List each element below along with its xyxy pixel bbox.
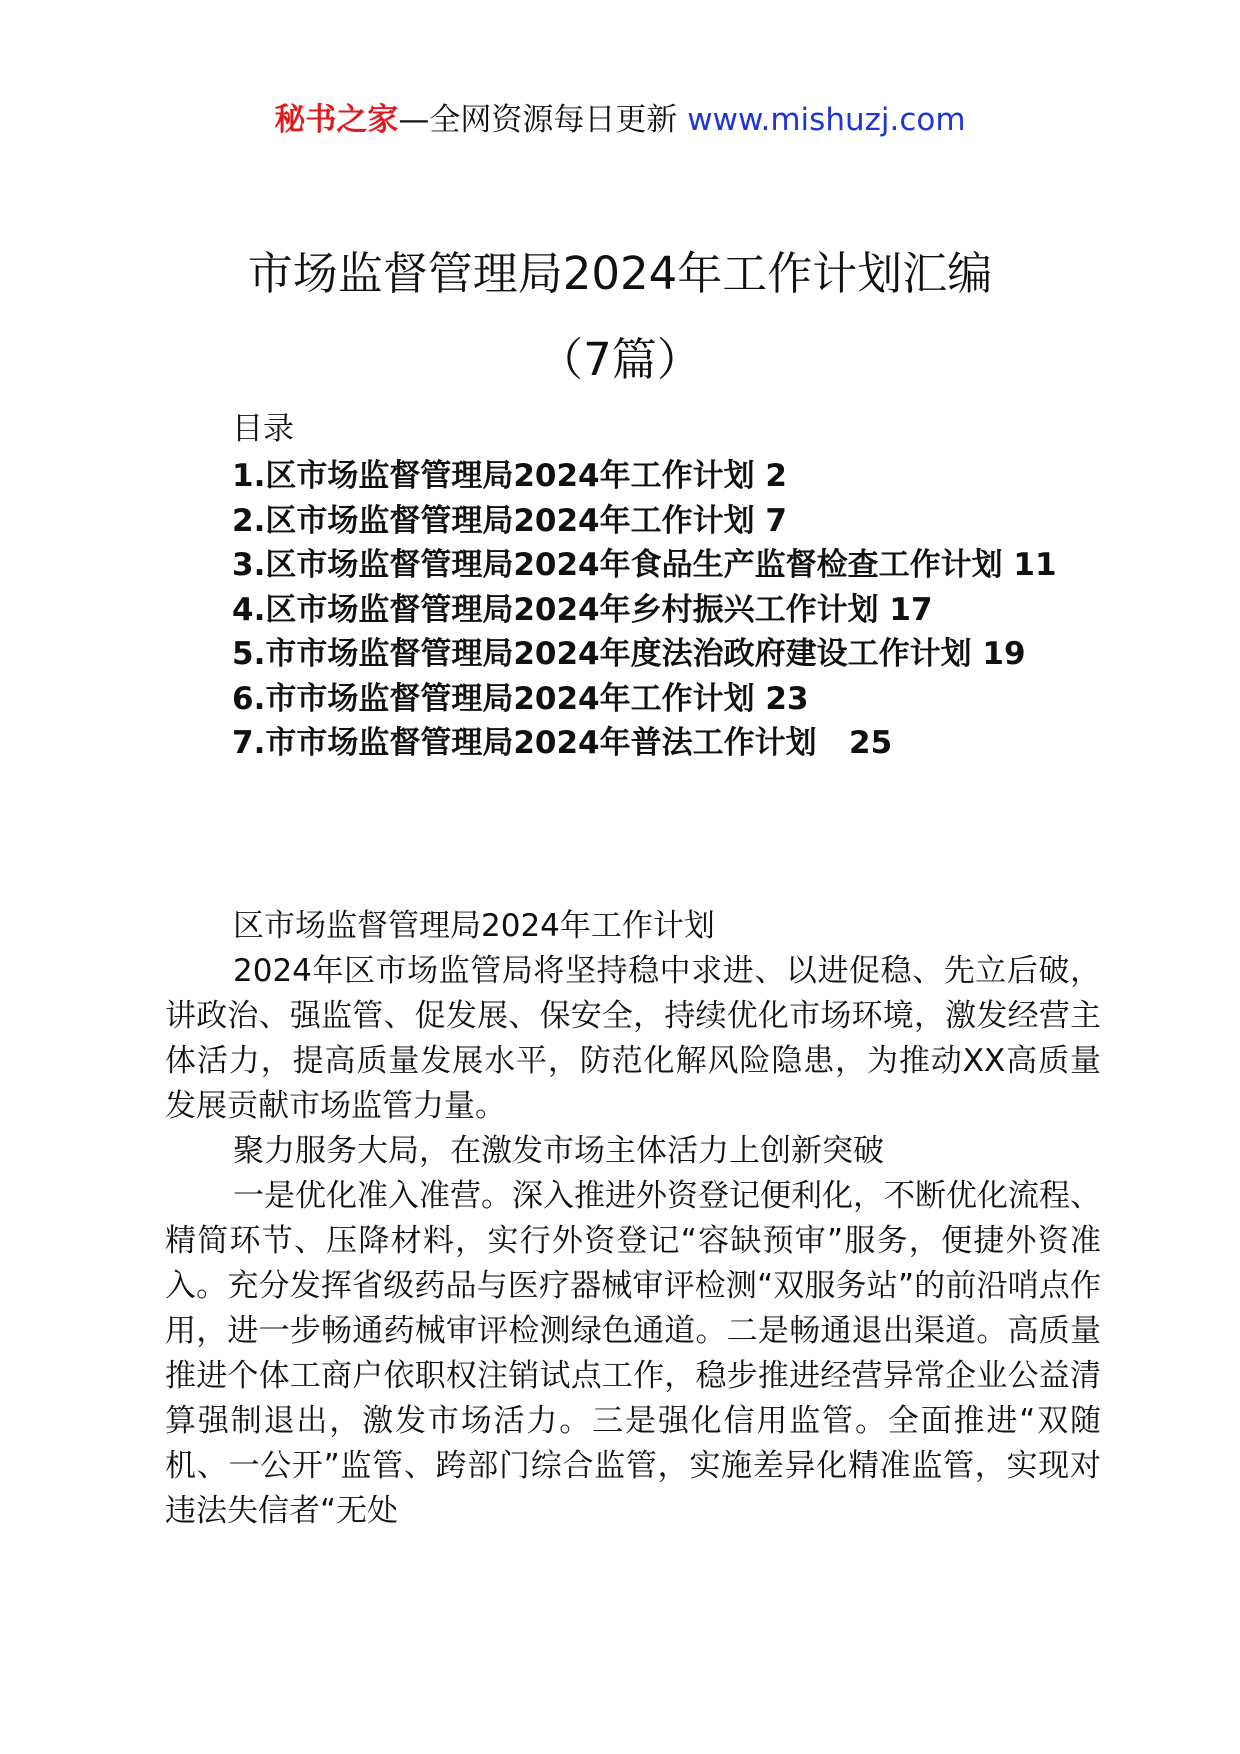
document-subtitle: （7篇）: [538, 333, 702, 386]
body-paragraph: 一是优化准入准营。深入推进外资登记便利化，不断优化流程、精简环节、压降材料，实行外资登记“容缺预审”服务，便捷外资准入。充分发挥省级药品与医疗器械审评检测“双服务站”的前沿哨点作用，进一步畅通药械审评检测绿色通道。二是畅通退出渠道。高质量推进个体工商户依职权注销试点工作，稳步推进经营异常企业公益清算强制退出，激发市场活力。三是强化信用监管。全面推进“双随机、一公开”监管、跨部门综合监管，实施差异化精准监管，实现对违法失信者“无处: [165, 1178, 1101, 1529]
intro-paragraph: 2024年区市场监管局将坚持稳中求进、以进促稳、先立后破，讲政治、强监管、促发展、保安全，持续优化市场环境，激发经营主体活力，提高质量发展水平，防范化解风险隐患，为推动XX高质量发展贡献市场监管力量。: [165, 953, 1101, 1124]
toc-item-4[interactable]: 4.区市场监督管理局2024年乡村振兴工作计划 17: [232, 591, 933, 628]
toc-item-3[interactable]: 3.区市场监督管理局2024年食品生产监督检查工作计划 11: [232, 547, 1057, 583]
site-header: [0, 100, 1240, 140]
document-title: 市场监督管理局2024年工作计划汇编: [247, 247, 993, 300]
section-subheading: 聚力服务大局，在激发市场主体活力上创新突破: [233, 1133, 884, 1169]
brand-name: 秘书之家: [274, 102, 399, 138]
document-body: [165, 904, 1101, 1534]
table-of-contents: [208, 454, 1088, 766]
section-title: 区市场监督管理局2024年工作计划: [233, 908, 715, 944]
header-slogan: —全网资源每日更新: [398, 102, 678, 138]
toc-item-6[interactable]: 6.市市场监督管理局2024年工作计划 23: [232, 680, 809, 717]
toc-item-7[interactable]: 7.市市场监督管理局2024年普法工作计划 25: [232, 725, 893, 761]
toc-item-1[interactable]: 1.区市场监督管理局2024年工作计划 2: [232, 458, 787, 494]
toc-heading: 目录: [232, 411, 294, 447]
site-url-link[interactable]: www.mishuzj.com: [687, 102, 966, 138]
toc-item-5[interactable]: 5.市市场监督管理局2024年度法治政府建设工作计划 19: [232, 636, 1026, 672]
toc-item-2[interactable]: 2.区市场监督管理局2024年工作计划 7: [232, 502, 787, 539]
